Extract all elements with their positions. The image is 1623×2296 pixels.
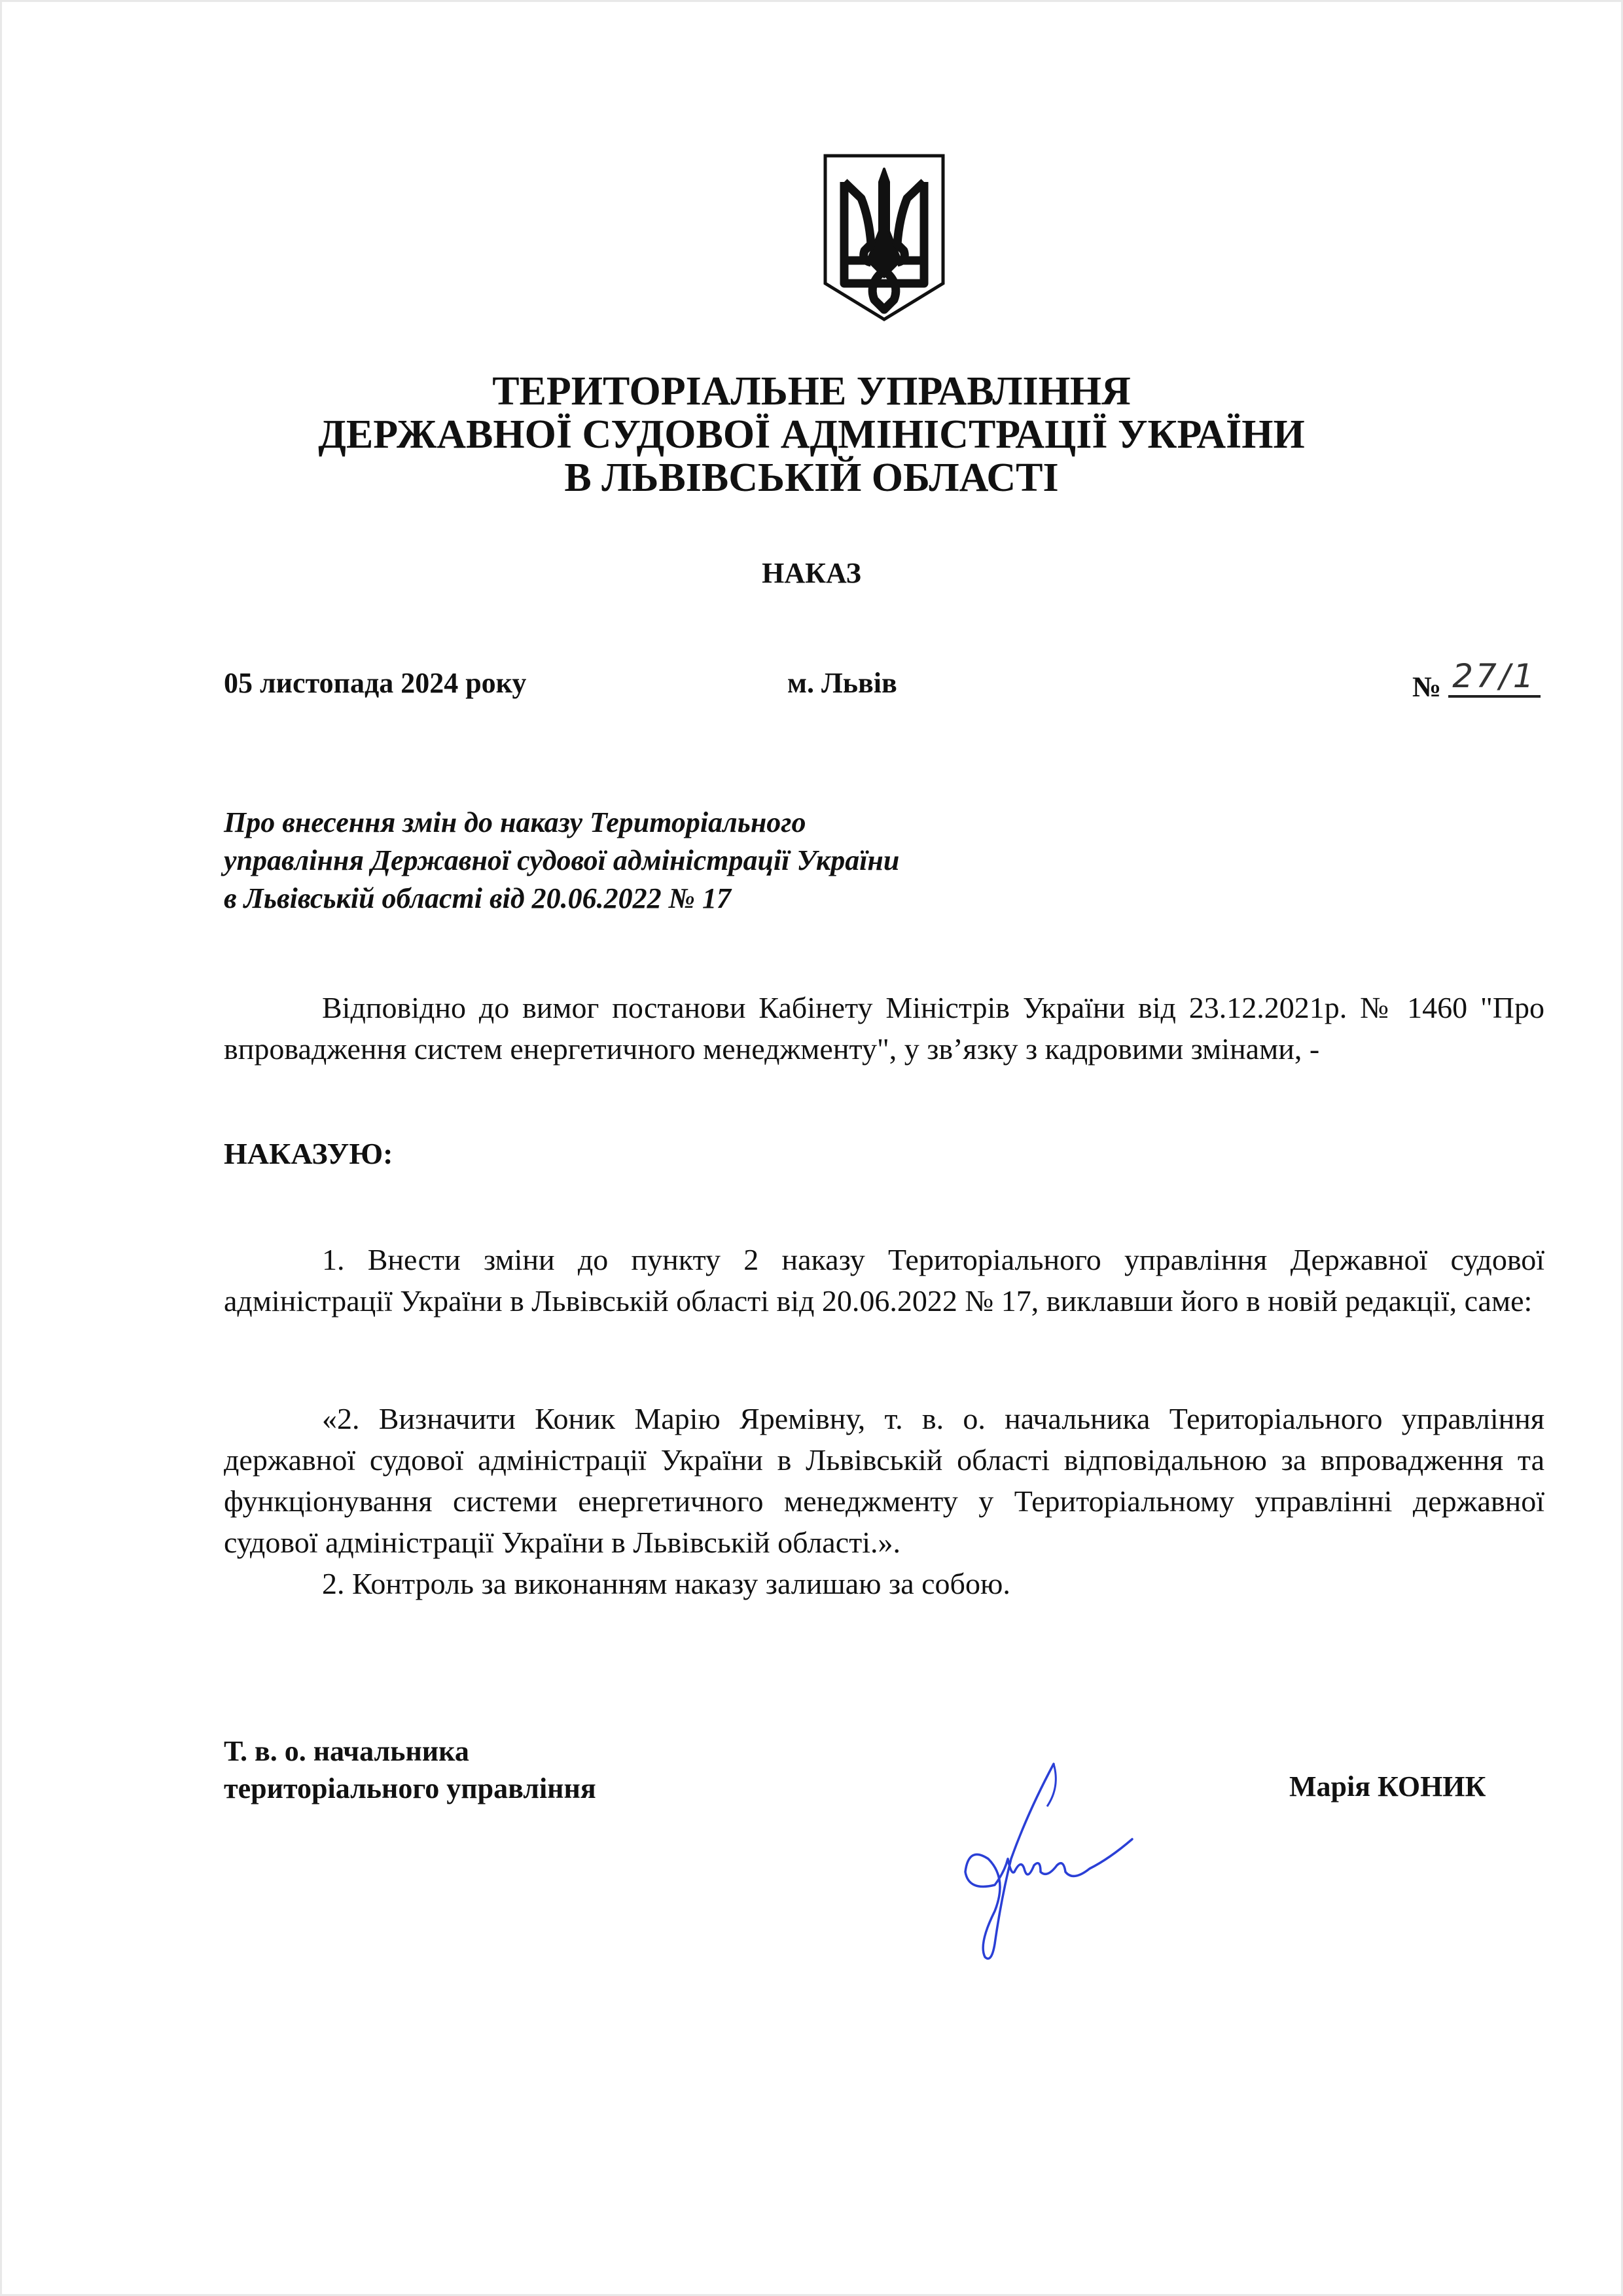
number-handwritten: 27/1: [1448, 657, 1540, 698]
header-line-1: ТЕРИТОРІАЛЬНЕ УПРАВЛІННЯ: [492, 369, 1131, 414]
document-subject: [224, 804, 1009, 918]
document-city: м. Львів: [787, 667, 897, 699]
order-item-2: 2. Контроль за виконанням наказу залишаю за собою.: [322, 1567, 1010, 1600]
subject-line-3: в Львівській області від 20.06.2022 № 17: [224, 882, 731, 914]
header-line-3: В ЛЬВІВСЬКІЙ ОБЛАСТІ: [564, 456, 1059, 500]
subject-line-1: Про внесення змін до наказу Територіального: [224, 806, 806, 838]
document-date: 05 листопада 2024 року: [224, 667, 527, 699]
order-item-1: 1. Внести зміни до пункту 2 наказу Територіального управління Державної судової адміністрації України в Львівській області від 20.06.2022 № 17, виклавши його в новій редакції, саме:: [224, 1243, 1544, 1318]
order-item-1-quote: «2. Визначити Коник Марію Яремівну, т. в. о. начальника Територіального управління державної судової адміністрації України в Львівській області відповідальною за впровадження та функціонування системи енергетичного менеджменту у Територіальному управлінні державної судової адміністрації України в Львівській області.».: [224, 1402, 1544, 1559]
header-line-2: ДЕРЖАВНОЇ СУДОВОЇ АДМІНІСТРАЦІЇ УКРАЇНИ: [318, 412, 1305, 457]
position-line-2: територіального управління: [224, 1772, 596, 1804]
coat-of-arms-icon: [822, 152, 946, 323]
document-number: [1412, 657, 1541, 707]
organization-header: [0, 370, 1623, 499]
subject-line-2: управління Державної судової адміністрації України: [224, 844, 900, 876]
preamble: Відповідно до вимог постанови Кабінету Міністрів України від 23.12.2021р. № 1460 "Про впровадження систем енергетичного менеджменту", у зв’язку з кадровими змінами, -: [224, 991, 1544, 1066]
document-type: НАКАЗ: [762, 557, 861, 589]
handwritten-signature: [949, 1761, 1145, 1970]
signatory-position: [224, 1732, 596, 1807]
position-line-1: Т. в. о. начальника: [224, 1735, 469, 1767]
order-word: НАКАЗУЮ:: [224, 1137, 393, 1170]
signatory-name: Марія КОНИК: [1289, 1770, 1486, 1803]
number-label: №: [1412, 671, 1442, 703]
